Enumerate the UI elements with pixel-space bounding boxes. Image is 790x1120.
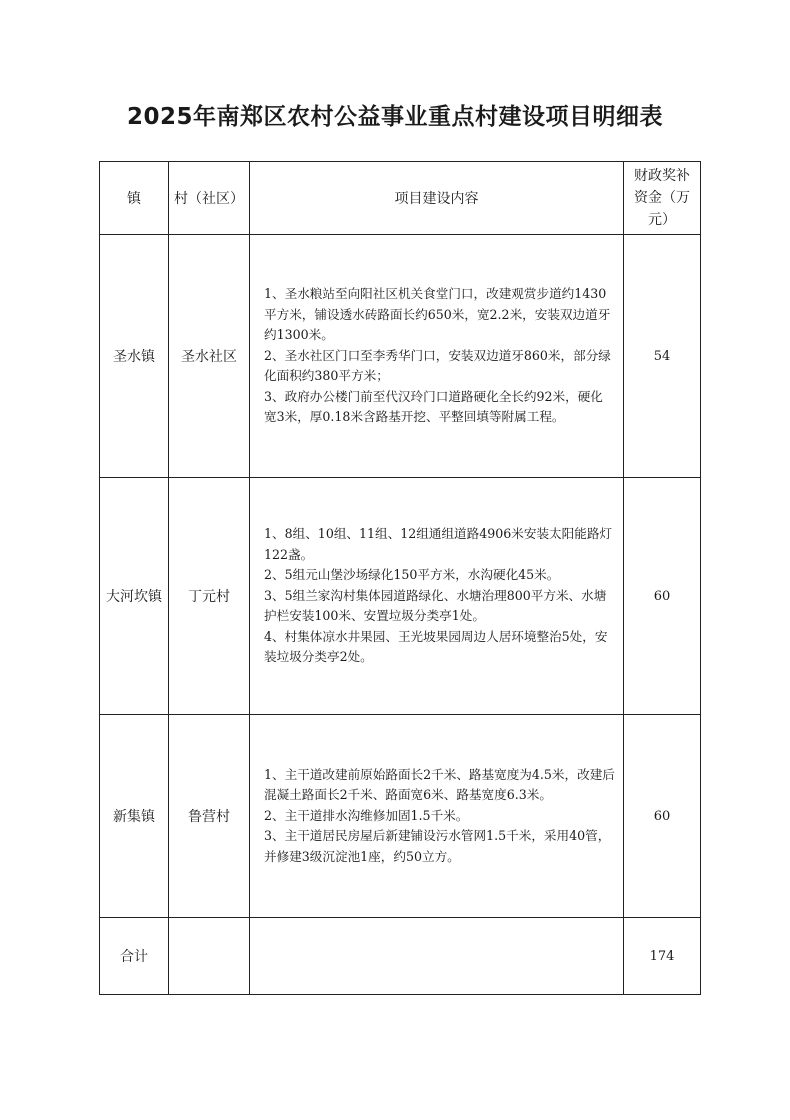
table-row <box>100 478 701 715</box>
content-cell <box>250 235 624 478</box>
total-amount: 174 <box>624 918 701 995</box>
content-item: 1、圣水粮站至向阳社区机关食堂门口，改建观赏步道约1430平方米，铺设透水砖路面长约650米，宽2.2米，安装双边道牙约1300米。 <box>264 286 611 343</box>
content-item: 3、主干道居民房屋后新建铺设污水管网1.5千米，采用40管，并修建3级沉淀池1座，约50立方。 <box>264 828 611 864</box>
header-town: 镇 <box>100 162 169 235</box>
page-title: 2025年南郑区农村公益事业重点村建设项目明细表 <box>126 104 663 130</box>
town-cell: 大河坎镇 <box>100 478 169 715</box>
town-cell: 圣水镇 <box>100 235 169 478</box>
header-amount: 财政奖补资金（万元） <box>624 162 701 235</box>
content-item: 1、8组、10组、11组、12组通组道路4906米安装太阳能路灯122盏。 <box>264 526 613 562</box>
content-item: 2、5组元山堡沙场绿化150平方米，水沟硬化45米。 <box>264 567 560 583</box>
empty-cell <box>169 918 250 995</box>
total-label: 合计 <box>100 918 169 995</box>
content-item: 2、圣水社区门口至李秀华门口，安装双边道牙860米，部分绿化面积约380平方米； <box>264 347 611 384</box>
amount-cell: 60 <box>624 715 701 918</box>
header-content: 项目建设内容 <box>250 162 624 235</box>
content-item: 3、5组兰家沟村集体园道路绿化、水塘治理800平方米、水塘护栏安装100米、安置垃圾分类亭1处。 <box>264 587 607 624</box>
village-cell: 丁元村 <box>169 478 250 715</box>
table-row <box>100 715 701 918</box>
total-row <box>100 918 701 995</box>
header-row <box>100 162 701 235</box>
content-item: 1、主干道改建前原始路面长2千米、路基宽度为4.5米，改建后混凝土路面长2千米、路面宽6米、路基宽度6.3米。 <box>264 766 615 803</box>
header-village: 村（社区） <box>169 162 250 235</box>
content-item: 2、主干道排水沟维修加固1.5千米。 <box>264 807 469 823</box>
content-cell <box>250 478 624 715</box>
content-cell <box>250 715 624 918</box>
village-cell: 鲁营村 <box>169 715 250 918</box>
amount-cell: 60 <box>624 478 701 715</box>
amount-cell: 54 <box>624 235 701 478</box>
town-cell: 新集镇 <box>100 715 169 918</box>
empty-cell <box>250 918 624 995</box>
table-row <box>100 235 701 478</box>
village-cell: 圣水社区 <box>169 235 250 478</box>
content-item: 3、政府办公楼门前至代汉玲门口道路硬化全长约92米，硬化宽3米，厚0.18米含路基开挖、平整回填等附属工程。 <box>264 388 603 425</box>
content-item: 4、村集体凉水井果园、王光坡果园周边人居环境整治5处，安装垃圾分类亭2处。 <box>264 628 608 665</box>
project-table <box>99 161 701 995</box>
